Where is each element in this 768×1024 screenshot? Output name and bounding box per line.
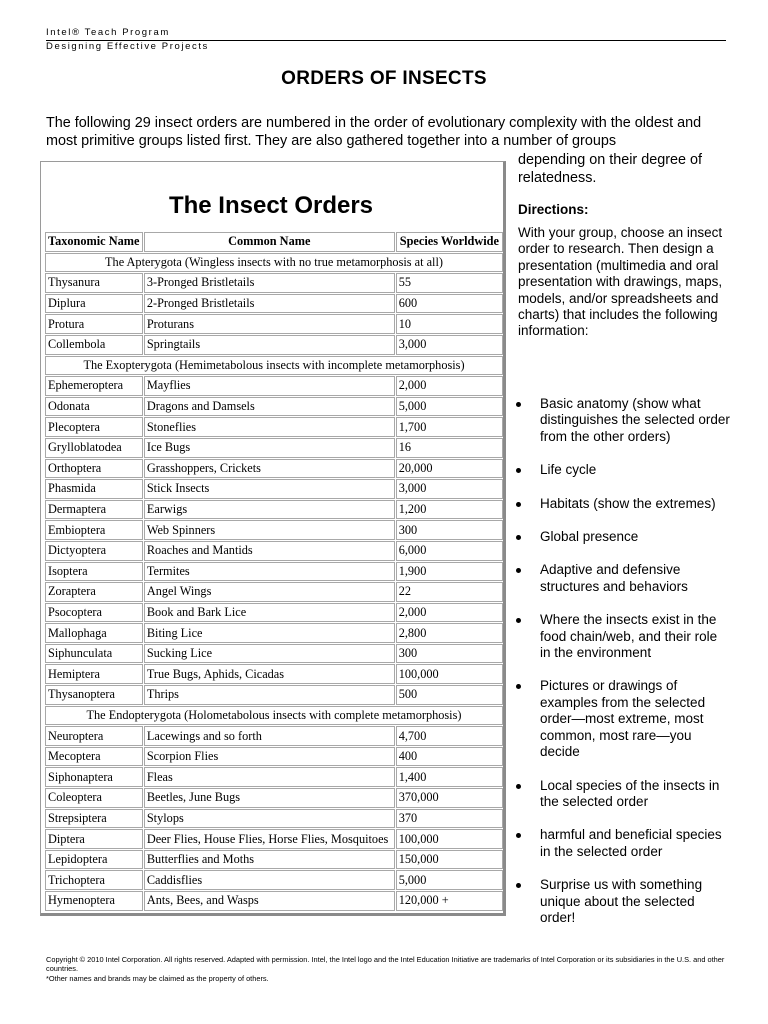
insect-orders-table <box>44 231 504 912</box>
group-row <box>45 706 503 726</box>
species-count-cell: 5,000 <box>396 397 503 417</box>
directions-item-text: Where the insects exist in the food chain/web, and their role in the environment <box>540 612 718 661</box>
table-row <box>45 870 503 890</box>
taxonomic-name-cell: Odonata <box>45 397 143 417</box>
intro-paragraph-continued: depending on their degree of relatedness. <box>518 152 703 186</box>
species-count-cell: 22 <box>396 582 503 602</box>
species-count-cell: 300 <box>396 520 503 540</box>
directions-item-text: Local species of the insects in the selected order <box>540 777 720 809</box>
directions-list-item <box>516 877 731 926</box>
common-name-cell: Mayflies <box>144 376 395 396</box>
insect-orders-table-frame <box>40 161 506 916</box>
directions-list <box>516 396 731 943</box>
species-count-cell: 20,000 <box>396 459 503 479</box>
species-count-cell: 6,000 <box>396 541 503 561</box>
taxonomic-name-cell: Psocoptera <box>45 603 143 623</box>
directions-list-item <box>516 612 731 661</box>
table-row <box>45 891 503 911</box>
table-row <box>45 294 503 314</box>
bullet-icon <box>516 502 521 507</box>
taxonomic-name-cell: Coleoptera <box>45 788 143 808</box>
directions-list-item <box>516 678 731 760</box>
taxonomic-name-cell: Diplura <box>45 294 143 314</box>
common-name-cell: Angel Wings <box>144 582 395 602</box>
taxonomic-name-cell: Hemiptera <box>45 664 143 684</box>
common-name-cell: Grasshoppers, Crickets <box>144 459 395 479</box>
table-row <box>45 664 503 684</box>
taxonomic-name-cell: Lepidoptera <box>45 850 143 870</box>
directions-item-text: Global presence <box>540 529 639 545</box>
bullet-icon <box>516 883 521 888</box>
taxonomic-name-cell: Thysanura <box>45 273 143 293</box>
taxonomic-name-cell: Siphonaptera <box>45 767 143 787</box>
table-row <box>45 767 503 787</box>
directions-body: With your group, choose an insect order to research. Then design a presentation (multimedia and oral presentation with drawings, maps, models, and/or spreadsheets and charts) that includes the following information: <box>518 225 723 339</box>
species-count-cell: 1,700 <box>396 417 503 437</box>
common-name-cell: Ants, Bees, and Wasps <box>144 891 395 911</box>
taxonomic-name-cell: Mecoptera <box>45 747 143 767</box>
table-heading: The Insect Orders <box>168 192 374 219</box>
taxonomic-name-cell: Thysanoptera <box>45 685 143 705</box>
directions-list-item <box>516 396 731 445</box>
species-count-cell: 55 <box>396 273 503 293</box>
directions-list-item <box>516 529 731 545</box>
intro-paragraph: The following 29 insect orders are numbered in the order of evolutionary complexity with the oldest and most primitive groups listed first. They are also gathered together into a number of groups <box>46 115 702 149</box>
group-label: The Exopterygota (Hemimetabolous insects with incomplete metamorphosis) <box>45 356 503 376</box>
common-name-cell: Butterflies and Moths <box>144 850 395 870</box>
page-title: ORDERS OF INSECTS <box>281 68 487 89</box>
table-row <box>45 603 503 623</box>
table-row <box>45 417 503 437</box>
directions-list-item <box>516 496 731 512</box>
directions-list-item <box>516 827 731 860</box>
species-count-cell: 1,900 <box>396 562 503 582</box>
species-count-cell: 120,000 + <box>396 891 503 911</box>
taxonomic-name-cell: Plecoptera <box>45 417 143 437</box>
common-name-cell: Dragons and Damsels <box>144 397 395 417</box>
species-count-cell: 10 <box>396 314 503 334</box>
common-name-cell: 2-Pronged Bristletails <box>144 294 395 314</box>
taxonomic-name-cell: Ephemeroptera <box>45 376 143 396</box>
table-row <box>45 520 503 540</box>
table-row <box>45 562 503 582</box>
common-name-cell: Ice Bugs <box>144 438 395 458</box>
group-label: The Apterygota (Wingless insects with no true metamorphosis at all) <box>45 253 503 273</box>
header-project: Designing Effective Projects <box>46 41 209 52</box>
species-count-cell: 3,000 <box>396 479 503 499</box>
table-row <box>45 314 503 334</box>
species-count-cell: 600 <box>396 294 503 314</box>
common-name-cell: Earwigs <box>144 500 395 520</box>
table-row <box>45 541 503 561</box>
bullet-icon <box>516 833 521 838</box>
taxonomic-name-cell: Isoptera <box>45 562 143 582</box>
table-header-row <box>45 232 503 252</box>
common-name-cell: Roaches and Mantids <box>144 541 395 561</box>
common-name-cell: Web Spinners <box>144 520 395 540</box>
table-row <box>45 335 503 355</box>
common-name-cell: Proturans <box>144 314 395 334</box>
group-row <box>45 253 503 273</box>
table-row <box>45 273 503 293</box>
species-count-cell: 2,000 <box>396 376 503 396</box>
species-count-cell: 2,800 <box>396 623 503 643</box>
group-label: The Endopterygota (Holometabolous insects with complete metamorphosis) <box>45 706 503 726</box>
table-row <box>45 582 503 602</box>
table-row <box>45 726 503 746</box>
common-name-cell: Lacewings and so forth <box>144 726 395 746</box>
taxonomic-name-cell: Siphunculata <box>45 644 143 664</box>
bullet-icon <box>516 618 521 623</box>
table-row <box>45 788 503 808</box>
table-row <box>45 376 503 396</box>
footer-copyright: Copyright © 2010 Intel Corporation. All rights reserved. Adapted with permission. Intel, the Intel logo and the Intel Education Initiative are trademarks of Intel Corporation or its subsidiaries in the U.S. and other countries. <box>46 955 725 974</box>
bullet-icon <box>516 784 521 789</box>
footer-note: *Other names and brands may be claimed as the property of others. <box>46 973 269 983</box>
table-row <box>45 479 503 499</box>
common-name-cell: Scorpion Flies <box>144 747 395 767</box>
species-count-cell: 150,000 <box>396 850 503 870</box>
common-name-cell: Deer Flies, House Flies, Horse Flies, Mosquitoes <box>144 829 395 849</box>
species-count-cell: 16 <box>396 438 503 458</box>
species-count-cell: 370,000 <box>396 788 503 808</box>
taxonomic-name-cell: Hymenoptera <box>45 891 143 911</box>
bullet-icon <box>516 402 521 407</box>
common-name-cell: Caddisflies <box>144 870 395 890</box>
directions-list-item <box>516 778 731 811</box>
table-row <box>45 397 503 417</box>
taxonomic-name-cell: Collembola <box>45 335 143 355</box>
taxonomic-name-cell: Diptera <box>45 829 143 849</box>
common-name-cell: Beetles, June Bugs <box>144 788 395 808</box>
taxonomic-name-cell: Embioptera <box>45 520 143 540</box>
common-name-cell: Biting Lice <box>144 623 395 643</box>
footer <box>46 955 726 983</box>
taxonomic-name-cell: Grylloblatodea <box>45 438 143 458</box>
species-count-cell: 100,000 <box>396 664 503 684</box>
bullet-icon <box>516 568 521 573</box>
common-name-cell: Thrips <box>144 685 395 705</box>
species-count-cell: 3,000 <box>396 335 503 355</box>
species-count-cell: 100,000 <box>396 829 503 849</box>
species-count-cell: 1,400 <box>396 767 503 787</box>
species-count-cell: 370 <box>396 809 503 829</box>
directions-item-text: Life cycle <box>540 462 597 478</box>
table-row <box>45 829 503 849</box>
column-header-common-name: Common Name <box>144 232 395 252</box>
common-name-cell: Book and Bark Lice <box>144 603 395 623</box>
common-name-cell: Sucking Lice <box>144 644 395 664</box>
species-count-cell: 400 <box>396 747 503 767</box>
directions-item-text: Pictures or drawings of examples from the selected order—most extreme, most common, most rare—you decide <box>540 678 706 760</box>
taxonomic-name-cell: Strepsiptera <box>45 809 143 829</box>
table-row <box>45 459 503 479</box>
table-row <box>45 850 503 870</box>
column-header-species-worldwide: Species Worldwide <box>396 232 503 252</box>
table-row <box>45 685 503 705</box>
taxonomic-name-cell: Zoraptera <box>45 582 143 602</box>
directions-list-item <box>516 562 731 595</box>
taxonomic-name-cell: Dermaptera <box>45 500 143 520</box>
table-body <box>45 253 503 911</box>
common-name-cell: Stoneflies <box>144 417 395 437</box>
taxonomic-name-cell: Neuroptera <box>45 726 143 746</box>
table-row <box>45 500 503 520</box>
taxonomic-name-cell: Trichoptera <box>45 870 143 890</box>
bullet-icon <box>516 468 521 473</box>
common-name-cell: Termites <box>144 562 395 582</box>
directions-item-text: Habitats (show the extremes) <box>540 495 716 511</box>
column-header-taxonomic-name: Taxonomic Name <box>45 232 143 252</box>
table-row <box>45 644 503 664</box>
species-count-cell: 2,000 <box>396 603 503 623</box>
directions-list-item <box>516 462 731 478</box>
common-name-cell: Springtails <box>144 335 395 355</box>
species-count-cell: 4,700 <box>396 726 503 746</box>
header-program: Intel® Teach Program <box>46 27 170 38</box>
species-count-cell: 500 <box>396 685 503 705</box>
group-row <box>45 356 503 376</box>
common-name-cell: Stylops <box>144 809 395 829</box>
bullet-icon <box>516 535 521 540</box>
common-name-cell: Fleas <box>144 767 395 787</box>
species-count-cell: 5,000 <box>396 870 503 890</box>
species-count-cell: 1,200 <box>396 500 503 520</box>
directions-title: Directions: <box>518 202 589 217</box>
common-name-cell: True Bugs, Aphids, Cicadas <box>144 664 395 684</box>
common-name-cell: 3-Pronged Bristletails <box>144 273 395 293</box>
taxonomic-name-cell: Orthoptera <box>45 459 143 479</box>
common-name-cell: Stick Insects <box>144 479 395 499</box>
taxonomic-name-cell: Phasmida <box>45 479 143 499</box>
table-row <box>45 747 503 767</box>
taxonomic-name-cell: Dictyoptera <box>45 541 143 561</box>
taxonomic-name-cell: Protura <box>45 314 143 334</box>
directions-item-text: harmful and beneficial species in the selected order <box>540 827 722 859</box>
table-row <box>45 623 503 643</box>
table-row <box>45 438 503 458</box>
directions-item-text: Adaptive and defensive structures and behaviors <box>540 562 688 594</box>
table-row <box>45 809 503 829</box>
species-count-cell: 300 <box>396 644 503 664</box>
taxonomic-name-cell: Mallophaga <box>45 623 143 643</box>
directions-item-text: Basic anatomy (show what distinguishes the selected order from the other orders) <box>540 396 730 444</box>
directions-item-text: Surprise us with something unique about the selected order! <box>540 877 703 925</box>
bullet-icon <box>516 684 521 689</box>
